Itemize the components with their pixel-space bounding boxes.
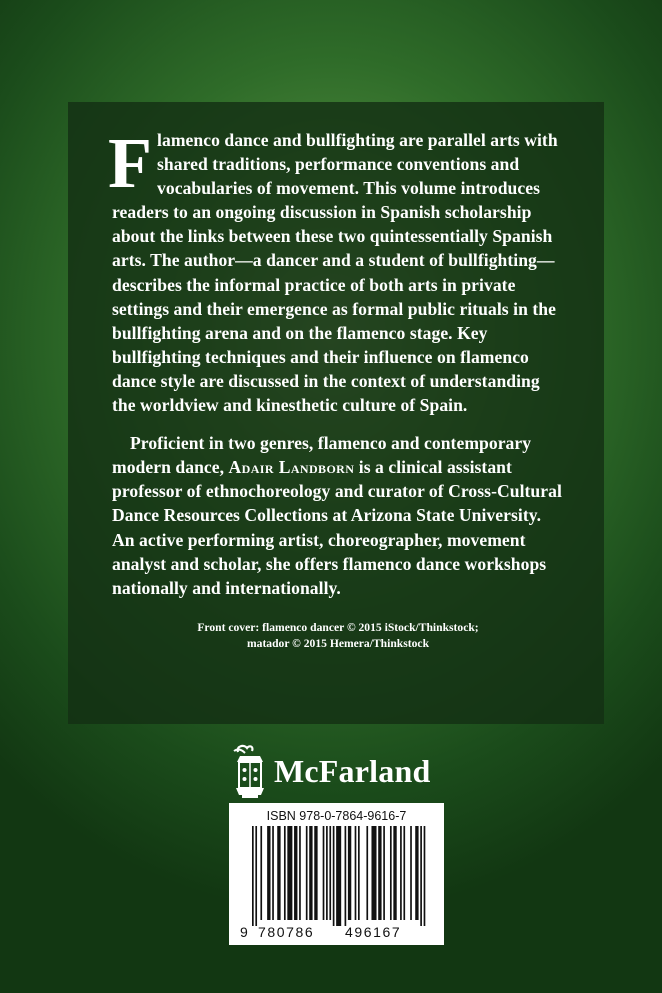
barcode-bar: [267, 826, 270, 920]
publisher-logo: [230, 742, 460, 800]
barcode-bar: [314, 826, 317, 920]
barcode-bar: [383, 826, 385, 920]
barcode-bar: [415, 826, 418, 920]
barcode-bar: [348, 826, 351, 920]
barcode-bar: [323, 826, 325, 920]
barcode-bar: [403, 826, 405, 920]
barcode-bar: [378, 826, 381, 920]
barcode-bar: [358, 826, 360, 920]
description-text: lamenco dance and bullfighting are parallel arts with shared traditions, performance conventions and vocabularies of movement. This volume introduces readers to an ongoing discussion in Spanish scholarship about the links between these two quintessentially Spanish arts. The author—a dancer and a student of bullfighting—describes the informal practice of both arts in private settings and their emergence as formal public rituals in the bullfighting arena and on the flamenco stage. Key bullfighting techniques and their influence on flamenco dance style are discussed in the context of understanding the worldview and kinesthetic culture of Spain.: [112, 130, 558, 416]
barcode-bar: [309, 826, 312, 920]
author-bio-paragraph: [112, 431, 564, 600]
barcode-bar: [299, 826, 301, 920]
barcode-bar: [326, 826, 328, 920]
drop-cap: F: [108, 123, 153, 203]
barcode-bar: [410, 826, 412, 920]
barcode-bar: [284, 826, 286, 920]
barcode-bar: [287, 826, 292, 920]
barcode-bar: [424, 826, 426, 926]
barcode-digits-right: 496167: [345, 924, 402, 940]
lantern-icon: [230, 742, 270, 800]
author-bio-lead: Proficient in two genres, flamenco and contemporary modern dance,: [112, 433, 532, 478]
cover-credit-line-2: matador © 2015 Hemera/Thinkstock: [246, 636, 430, 650]
barcode-bar: [333, 826, 335, 926]
barcode-bars: [252, 826, 427, 926]
barcode-bar: [277, 826, 280, 920]
barcode-bar: [336, 826, 341, 926]
cover-credit-line-1: Front cover: flamenco dancer © 2015 iStock/Thinkstock;: [197, 620, 479, 634]
barcode-bar: [400, 826, 402, 920]
publisher-name: McFarland: [274, 752, 431, 789]
barcode-bar: [260, 826, 262, 920]
barcode-bar: [345, 826, 347, 926]
barcode-bar: [272, 826, 274, 920]
barcode-bar: [306, 826, 308, 920]
barcode-bar: [393, 826, 396, 920]
cover-credit: [112, 620, 564, 652]
barcode-digits: [240, 924, 435, 940]
barcode-bar: [252, 826, 254, 926]
barcode-bar: [329, 826, 331, 920]
description-paragraph: [108, 123, 564, 417]
barcode-bar: [355, 826, 357, 920]
barcode-digit-first: 9: [240, 924, 248, 940]
barcode-bar: [294, 826, 297, 920]
barcode-bar: [390, 826, 392, 920]
barcode-bar: [420, 826, 422, 926]
barcode-bar: [255, 826, 257, 926]
isbn-barcode: [229, 803, 444, 945]
isbn-label: ISBN 978-0-7864-9616-7: [266, 809, 407, 823]
author-bio-text: is a clinical assistant professor of ethnochoreology and curator of Cross-Cultural Dance Resources Collections at Arizona State University. An active performing artist, choreographer, movement analyst and scholar, she offers flamenco dance workshops nationally and internationally.: [112, 457, 562, 598]
barcode-bar: [371, 826, 376, 920]
back-cover-blurb-panel: [68, 102, 604, 724]
author-name: Adair Landborn: [228, 457, 355, 478]
barcode-digits-left: 780786: [258, 924, 315, 940]
barcode-bar: [366, 826, 368, 920]
